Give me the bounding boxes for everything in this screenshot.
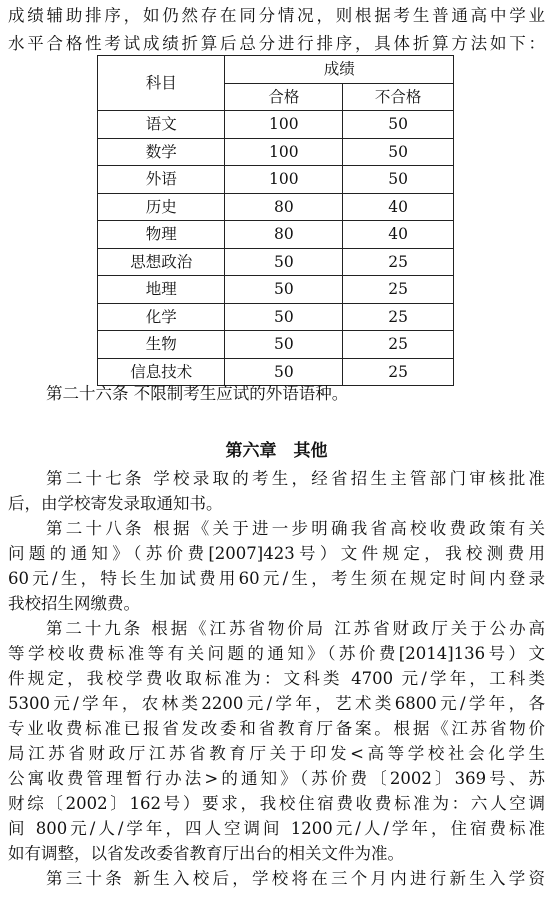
fail-header: 不合格 — [343, 83, 454, 111]
body-line: 第二十九条 根据《江苏省物价局 江苏省财政厅关于公办高 — [46, 619, 545, 638]
subject-cell: 物理 — [98, 221, 225, 249]
subject-cell: 外语 — [98, 166, 225, 194]
pass-score-cell: 100 — [225, 111, 343, 139]
body-line: 我校招生网缴费。 — [8, 594, 140, 613]
pass-score-cell: 50 — [225, 358, 343, 386]
table-row — [98, 111, 454, 139]
table-row — [98, 138, 454, 166]
body-line: 如有调整，以省发改委省教育厅出台的相关文件为准。 — [8, 844, 404, 863]
fail-score-cell: 40 — [343, 193, 454, 221]
intro-line-1: 成绩辅助排序，如仍然存在同分情况，则根据考生普通高中学业 — [8, 6, 545, 25]
pass-score-cell: 80 — [225, 221, 343, 249]
body-line: 局江苏省财政厅江苏省教育厅关于印发<高等学校社会化学生 — [8, 744, 545, 763]
pass-score-cell: 50 — [225, 303, 343, 331]
fail-score-cell: 50 — [343, 111, 454, 139]
table-row — [98, 193, 454, 221]
pass-score-cell: 100 — [225, 138, 343, 166]
body-line: 后，由学校寄发录取通知书。 — [8, 494, 223, 513]
body-line: 等学校收费标准等有关问题的通知》（苏价费[2014]136号）文 — [8, 644, 545, 663]
fail-score-cell: 40 — [343, 221, 454, 249]
body-line: 间 800元/人/学年，四人空调间 1200元/人/学年，住宿费标准 — [8, 819, 545, 838]
score-header: 成绩 — [225, 56, 454, 84]
body-line: 第二十七条 学校录取的考生，经省招生主管部门审核批准 — [46, 469, 545, 488]
body-line: 公寓收费管理暂行办法>的通知》（苏价费〔2002〕369号、苏 — [8, 769, 545, 788]
pass-score-cell: 50 — [225, 331, 343, 359]
fail-score-cell: 25 — [343, 331, 454, 359]
subject-cell: 生物 — [98, 331, 225, 359]
body-line: 问题的通知》（苏价费[2007]423号）文件规定，我校测费用 — [8, 544, 545, 563]
fail-score-cell: 50 — [343, 166, 454, 194]
fail-score-cell: 50 — [343, 138, 454, 166]
body-line: 第二十八条 根据《关于进一步明确我省高校收费政策有关 — [46, 519, 545, 538]
table-row — [98, 331, 454, 359]
table-row — [98, 276, 454, 304]
subject-cell: 数学 — [98, 138, 225, 166]
table-row — [98, 166, 454, 194]
pass-score-cell: 80 — [225, 193, 343, 221]
body-line: 5300元/学年，农林类2200元/学年，艺术类6800元/学年，各 — [8, 694, 545, 713]
body-line: 专业收费标准已报省发改委和省教育厅备案。根据《江苏省物价 — [8, 719, 545, 738]
intro-line-2: 水平合格性考试成绩折算后总分进行排序，具体折算方法如下： — [8, 34, 545, 53]
article-26: 第二十六条 不限制考生应试的外语语种。 — [46, 384, 349, 403]
subject-cell: 地理 — [98, 276, 225, 304]
table-row — [98, 303, 454, 331]
subject-cell: 历史 — [98, 193, 225, 221]
fail-score-cell: 25 — [343, 303, 454, 331]
body-line: 财综〔2002〕162号）要求，我校住宿费收费标准为：六人空调 — [8, 794, 545, 813]
table-row — [98, 248, 454, 276]
subject-cell: 思想政治 — [98, 248, 225, 276]
table-row — [98, 221, 454, 249]
pass-score-cell: 50 — [225, 276, 343, 304]
fail-score-cell: 25 — [343, 248, 454, 276]
subject-cell: 语文 — [98, 111, 225, 139]
body-line: 件规定，我校学费收取标准为：文科类 4700 元/学年，工科类 — [8, 669, 545, 688]
subject-cell: 化学 — [98, 303, 225, 331]
body-line: 60元/生，特长生加试费用60元/生，考生须在规定时间内登录 — [8, 569, 545, 588]
subject-cell: 信息技术 — [98, 358, 225, 386]
pass-score-cell: 50 — [225, 248, 343, 276]
pass-score-cell: 100 — [225, 166, 343, 194]
chapter-title: 第六章 其他 — [225, 441, 328, 461]
subject-header: 科目 — [98, 56, 225, 111]
pass-header: 合格 — [225, 83, 343, 111]
score-conversion-table — [97, 55, 454, 386]
fail-score-cell: 25 — [343, 358, 454, 386]
body-line: 第三十条 新生入校后，学校将在三个月内进行新生入学资 — [46, 869, 545, 888]
fail-score-cell: 25 — [343, 276, 454, 304]
